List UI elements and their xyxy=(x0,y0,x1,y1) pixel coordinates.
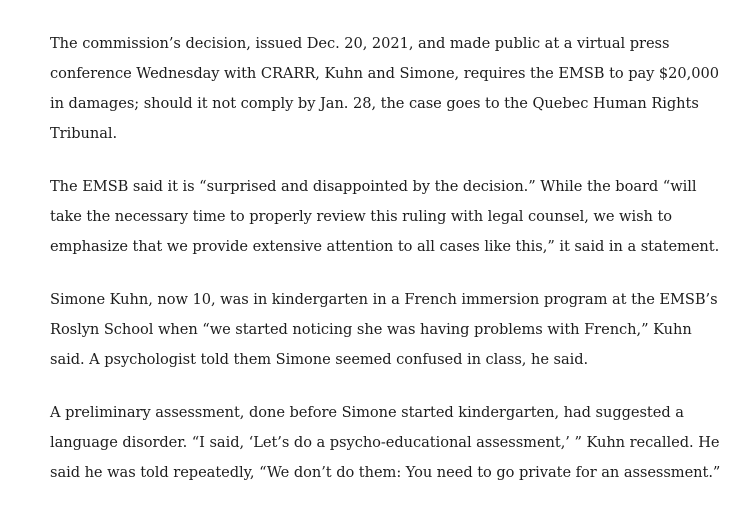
article-paragraph-2: The EMSB said it is “surprised and disappointed by the decision.” While the board “will take the necessary time to properly review this ruling with legal counsel, we wish to emphasize that we provide extensive attention to all cases like this,” it said in a statement. xyxy=(50,178,720,255)
article-body xyxy=(50,29,722,511)
article-paragraph-3: Simone Kuhn, now 10, was in kindergarten in a French immersion program at the EMSB’s Roslyn School when “we started noticing she was having problems with French,” Kuhn said. A psychologist told them Simone seemed confused in class, he said. xyxy=(50,291,718,368)
article-paragraph-1: The commission’s decision, issued Dec. 20, 2021, and made public at a virtual press conference Wednesday with CRARR, Kuhn and Simone, requires the EMSB to pay $20,000 in damages; should it not comply by Jan. 28, the case goes to the Quebec Human Rights Tribunal. xyxy=(50,35,719,142)
article-paragraph-4: A preliminary assessment, done before Simone started kindergarten, had suggested a language disorder. “I said, ‘Let’s do a psycho-educational assessment,’ ” Kuhn recalled. He said he was told repeatedly, “We don’t do them: You need to go private for an assessment.” xyxy=(50,404,721,481)
